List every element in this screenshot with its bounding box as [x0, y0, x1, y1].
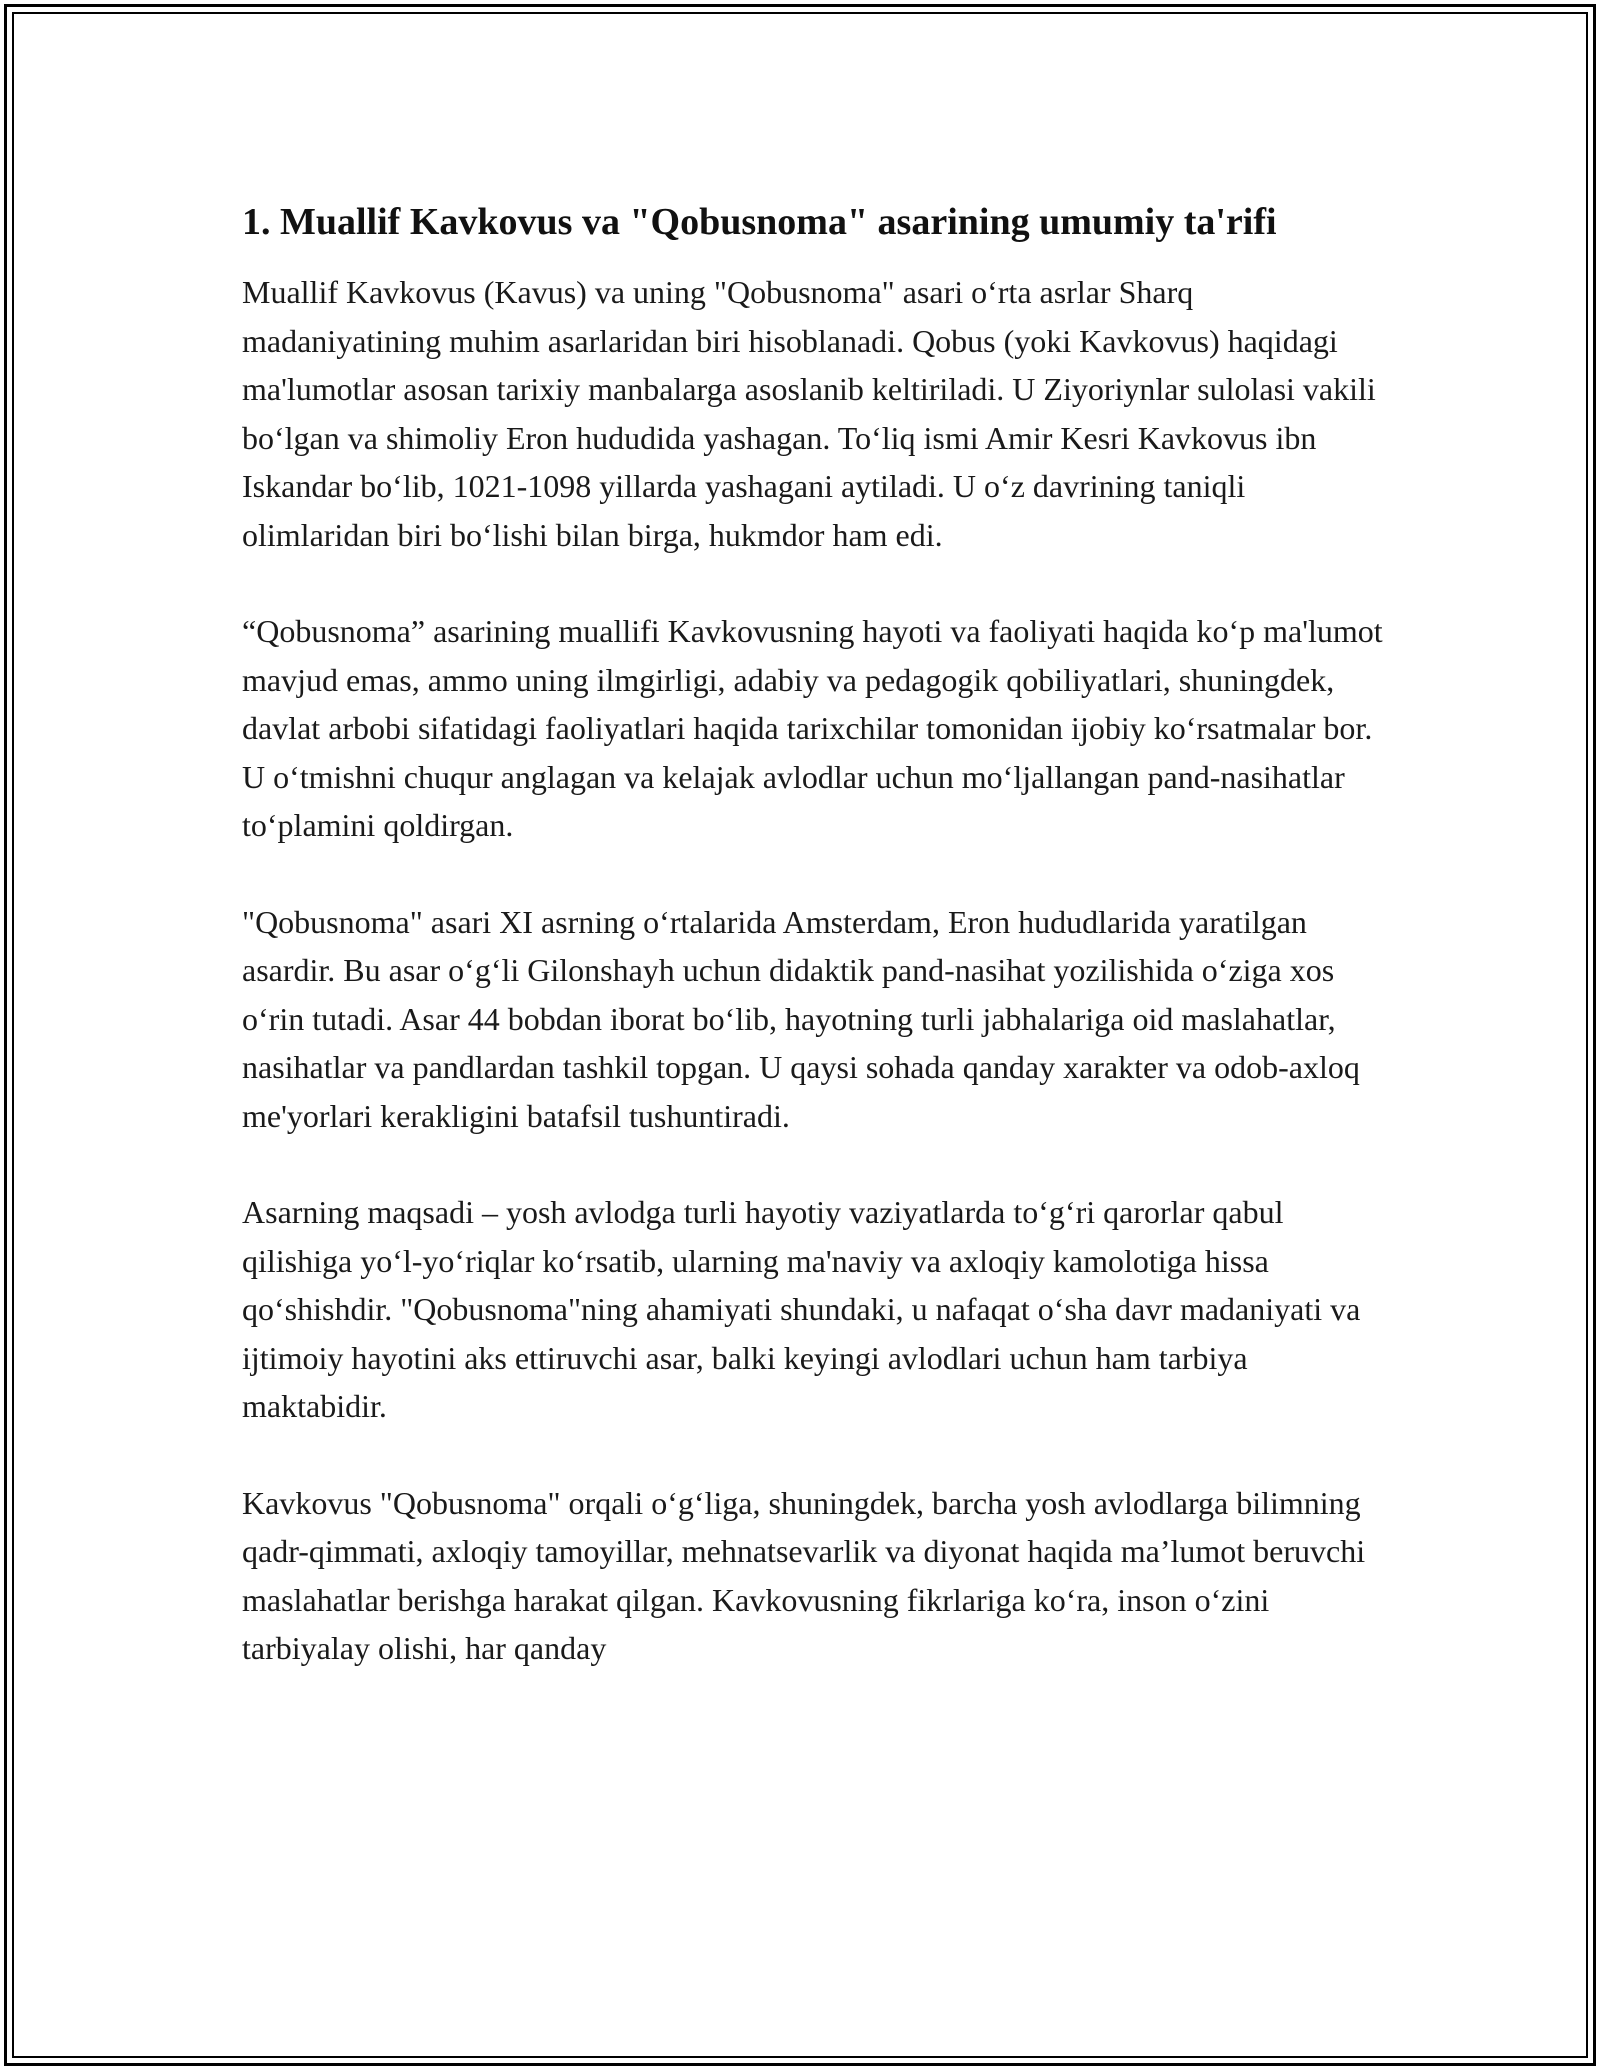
paragraph-5: Kavkovus "Qobusnoma" orqali o‘g‘liga, shuningdek, barcha yosh avlodlarga bilimning qadr-qimmati, axloqiy tamoyillar, mehnatsevarlik va diyonat haqida ma’lumot beruvchi maslahatlar berishga harakat qilgan. Kavkovusning fikrlariga ko‘ra, inson o‘zini tarbiyalay olishi, har qanday [242, 1484, 1366, 1666]
paragraph-2: “Qobusnoma” asarining muallifi Kavkovusning hayoti va faoliyati haqida ko‘p ma'lumot mavjud emas, ammo uning ilmgirligi, adabiy va pedagogik qobiliyatlari, shuningdek, davlat arbobi sifatidagi faoliyatlari haqida tarixchilar tomonidan ijobiy ko‘rsatmalar bor. U o‘tmishni chuqur anglagan va kelajak avlodlar uchun mo‘ljallangan pand-nasihatlar to‘plamini qoldirgan. [242, 613, 1383, 843]
page-frame [4, 4, 1596, 2066]
paragraph-4: Asarning maqsadi – yosh avlodga turli hayotiy vaziyatlarda to‘g‘ri qarorlar qabul qilishiga yo‘l-yo‘riqlar ko‘rsatib, ularning ma'naviy va axloqiy kamolotiga hissa qo‘shishdir. "Qobusnoma"ning ahamiyati shundaki, u nafaqat o‘sha davr madaniyati va ijtimoiy hayotini aks ettiruvchi asar, balki keyingi avlodlari uchun ham tarbiya maktabidir. [242, 1194, 1361, 1424]
paragraph-1: Muallif Kavkovus (Kavus) va uning "Qobusnoma" asari o‘rta asrlar Sharq madaniyatining muhim asarlaridan biri hisoblanadi. Qobus (yoki Kavkovus) haqidagi ma'lumotlar asosan tarixiy manbalarga asoslanib keltiriladi. U Ziyoriynlar sulolasi vakili bo‘lgan va shimoliy Eron hududida yashagan. To‘liq ismi Amir Kesri Kavkovus ibn Iskandar bo‘lib, 1021-1098 yillarda yashagani aytiladi. U o‘z davrining taniqli olimlaridan biri bo‘lishi bilan birga, hukmdor ham edi. [242, 274, 1376, 553]
paragraph-3: "Qobusnoma" asari XI asrning o‘rtalarida Amsterdam, Eron hududlarida yaratilgan asardir. Bu asar o‘g‘li Gilonshayh uchun didaktik pand-nasihat yozilishida o‘ziga xos o‘rin tutadi. Asar 44 bobdan iborat bo‘lib, hayotning turli jabhalariga oid maslahatlar, nasihatlar va pandlardan tashkil topgan. U qaysi sohada qanday xarakter va odob-axloq me'yorlari kerakligini batafsil tushuntiradi. [242, 903, 1360, 1134]
section-heading: 1. Muallif Kavkovus va "Qobusnoma" asarining umumiy ta'rifi [242, 201, 1277, 243]
document-body [242, 195, 1392, 1673]
